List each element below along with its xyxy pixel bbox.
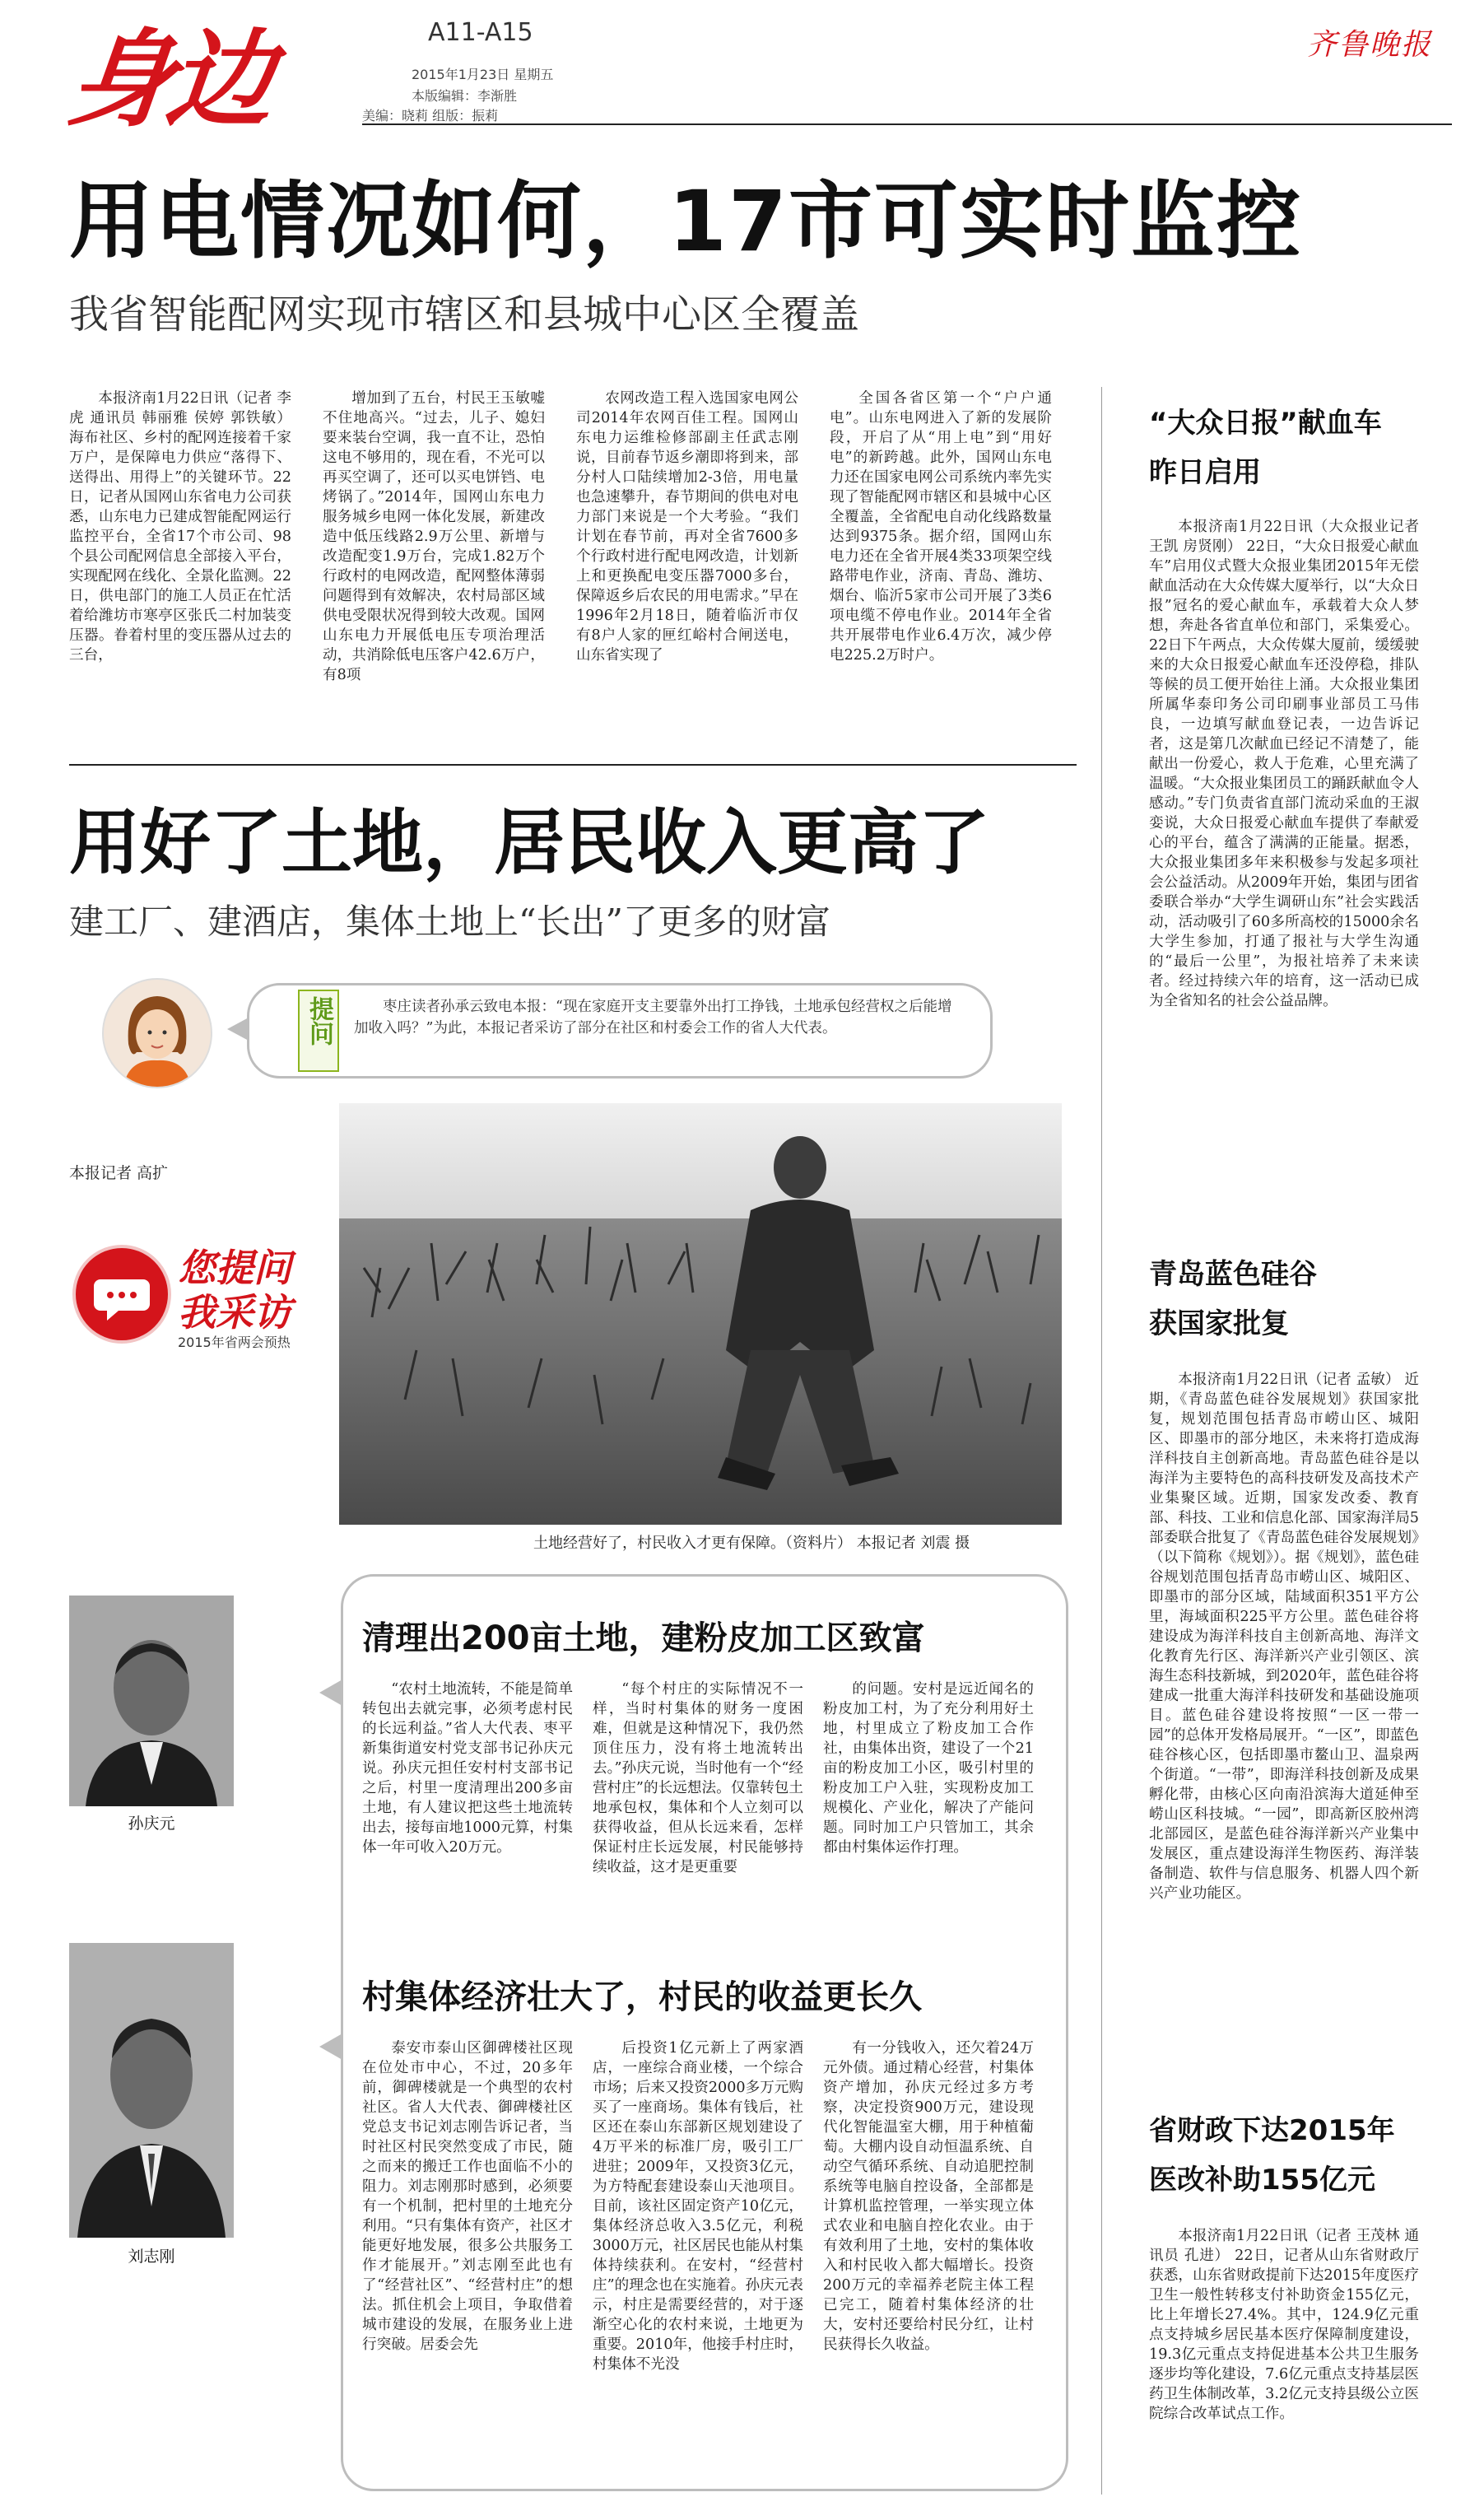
question-text: 枣庄读者孙承云致电本报：“现在家庭开支主要靠外出打工挣钱，土地承包经营权之后能增加收入吗？”为此，本报记者采访了部分在社区和村委会工作的省人大代表。 [354,999,952,1037]
story1-headline: 用电情况如何，17市可实时监控 [69,173,1302,271]
badge-line-2: 我采访 [178,1290,291,1335]
story1-subhead: 我省智能配网实现市辖区和县城中心区全覆盖 [69,291,860,338]
reader-avatar [102,978,212,1088]
interview-bubble-tail-2 [319,2033,342,2060]
question-bubble-tail [227,1018,249,1041]
section1-column-1: “农村土地流转，不能是简单转包出去就完事，必须考虑村民的长远利益。”省人大代表、枣平新集街道安村党支部书记孙庆元说。孙庆元担任安村村支部书记之后，村里一度清理出200多亩土地，有人建议把这些土地流转出去，接每亩地1000元算，村集体一年可收入20万元。 [362,1681,573,1856]
portrait-sun-qingyuan [69,1596,234,1806]
farmland-photo [339,1103,1062,1525]
badge-line-1: 您提问 [178,1246,291,1290]
story2-reporter: 本报记者 高扩 [69,1164,169,1182]
section2-column-2: 后投资1亿元新上了两家酒店，一座综合商业楼，一个综合市场；后来又投资2000多万元购买了一座商场。集体有钱后，社区还在泰山东部新区规划建设了4万平米的标准厂房，吸引工厂进驻；2009年，又投资3亿元，为方特配套建设泰山天池项目。目前，该社区固定资产10亿元，集体经济总收入3.5亿元，利税3000万元，社区居民也能从村集体持续获利。在安村，“经营村庄”的理念也在实施着。孙庆元表示，村庄是需要经营的，对于逐渐空心化的农村来说，土地更为重要。2010年，他接手村庄时，村集体不光没 [593,2040,803,2373]
interview-bubble-tail-1 [319,1679,342,1706]
masthead-rule [362,123,1452,125]
sidebar-divider [1101,387,1102,2495]
section-logo: 身边 [63,19,273,142]
portrait-liu-zhigang [69,1943,234,2238]
badge-subtitle: 2015年省两会预热 [178,1335,291,1350]
sidebar-story1-title-2: 昨日启用 [1149,456,1261,489]
paper-name-logo: 齐鲁晚报 [1307,28,1433,62]
photo-caption: 土地经营好了，村民收入才更有保障。（资料片） 本报记者 刘震 摄 [533,1535,970,1552]
sidebar-story2-title-1: 青岛蓝色硅谷 [1149,1258,1317,1291]
sidebar-story3-title-1: 省财政下达2015年 [1149,2114,1395,2147]
masthead-date: 2015年1月23日 星期五 [412,67,554,82]
ask-interview-badge [72,1235,336,1358]
sidebar-story1-title-1: “大众日报”献血车 [1149,407,1382,440]
story1-column-1: 本报济南1月22日讯（记者 李虎 通讯员 韩丽雅 侯婷 郭铁敏） 海布社区、乡村的配网连接着千家万户，是保障电力供应“落得下、送得出、用得上”的关键环节。22日，记者从国网山东省电力公司获悉，山东电力已建成智能配网运行监控平台，全省17个市公司、98个县公司配网信息全部接入平台，实现配网在线化、全景化监测。22日，供电部门的施工人员正在忙活着给潍坊市寒亭区张氏二村加装变压器。眷着村里的变压器从过去的三台， [69,390,291,664]
story1-column-2: 增加到了五台，村民王玉敏嘘不住地高兴。“过去，儿子、媳妇要来装台空调，我一直不让，恐怕这电不够用的，现在看，不光可以再买空调了，还可以买电饼铛、电烤锅了。”2014年，国网山东电力服务城乡电网一体化发展，新建改造中低压线路2.9万公里、新增与改造配变1.9万台，完成1.82万个行政村的电网改造，配网整体薄弱问题得到有效解决，农村局部区域供电受限状况得到较大改观。国网山东电力开展低电压专项治理活动，共消除低电压客户42.6万户，有8项 [323,390,545,683]
portrait-name-2: 刘志刚 [128,2248,175,2266]
sidebar-story3-body: 本报济南1月22日讯（记者 王茂林 通讯员 孔进） 22日，记者从山东省财政厅获悉，山东省财政提前下达2015年度医疗卫生一般性转移支付补助资金155亿元，比上年增长27.4%。其中，124.9亿元重点支持城乡居民基本医疗保障制度建设，19.3亿元重点支持促进基本公共卫生服务逐步均等化建设，7.6亿元重点支持基层医药卫生体制改革，3.2亿元支持县级公立医院综合改革试点工作。 [1149,2228,1419,2422]
sidebar-story2-body: 本报济南1月22日讯（记者 孟敏） 近期，《青岛蓝色硅谷发展规划》获国家批复，规划范围包括青岛市崂山区、城阳区、即墨市的部分地区，未来将打造成海洋科技自主创新高地。青岛蓝色硅谷是以海洋为主要特色的高科技研发及高技术产业集聚区域。近期，国家发改委、教育部、科技、工业和信息化部、国家海洋局5部委联合批复了《青岛蓝色硅谷发展规划》（以下简称《规划》）。据《规划》，蓝色硅谷规划范围包括青岛市崂山区、城阳区、即墨市的部分区域，陆域面积351平方公里，海域面积225平方公里。蓝色硅谷将建设成为海洋科技自主创新高地、海洋文化教育先行区、海洋新兴产业引领区、滨海生态科技新城，到2020年，蓝色硅谷将建成一批重大海洋科技研发和基础设施项目。蓝色硅谷建设将按照“一区一带一园”的总体开发格局展开。“一区”，即蓝色硅谷核心区，包括即墨市鳌山卫、温泉两个街道。“一带”，即海洋科技创新及成果孵化带，由核心区向南沿滨海大道延伸至崂山区科技城。“一园”，即高新区胶州湾北部园区，是蓝色硅谷海洋新兴产业集中发展区，重点建设海洋生物医药、海洋装备制造、软件与信息服务、机器人四个新兴产业功能区。 [1149,1372,1419,1902]
story1-bottom-rule [69,764,1077,766]
page-range: A11-A15 [428,18,533,47]
chat-bubble-icon [72,1245,171,1344]
story1-column-4: 全国各省区第一个“户户通电”。山东电网进入了新的发展阶段，开启了从“用上电”到“用好电”的新跨越。此外，国网山东电力还在国家电网公司系统内率先实现了智能配网市辖区和县城中心区全覆盖，全省配电自动化线路数量达到9375条。据介绍，国网山东电力还在全省开展4类33项架空线路带电作业，济南、青岛、潍坊、烟台、临沂5家市公司开展了3类6项电缆不停电作业。2014年全省共开展带电作业6.4万次，减少停电225.2万时户。 [830,390,1052,664]
section1-title: 清理出200亩土地，建粉皮加工区致富 [362,1619,925,1657]
section2-column-1: 泰安市泰山区御碑楼社区现在位处市中心，不过，20多年前，御碑楼就是一个典型的农村社区。省人大代表、御碑楼社区党总支书记刘志刚告诉记者，当时社区村民突然变成了市民，随之而来的搬迁工作也面临不小的阻力。刘志刚那时感到，必须要有一个机制，把村里的土地充分利用。“只有集体有资产，社区才能更好地发展，很多公共服务工作才能展开。”刘志刚至此也有了“经营社区”、“经营村庄”的想法。抓住机会上项目，争取借着城市建设的发展，在服务业上进行突破。居委会先 [362,2040,573,2353]
question-tag: 提问 [298,990,339,1072]
sidebar-story1-body: 本报济南1月22日讯（大众报业记者 王凯 房贤刚） 22日，“大众日报爱心献血车”启用仪式暨大众报业集团2015年无偿献血活动在大众传媒大厦举行，以“大众日报”冠名的爱心献血车，承载着大众人梦想，奔赴各省直单位和部门，采集爱心。22日下午两点，大众传媒大厦前，缓缓驶来的大众日报爱心献血车还没停稳，排队等候的员工便开始往上涌。大众报业集团所属华泰印务公司印刷事业部员工马伟良，一边填写献血登记表，一边告诉记者，这是第几次献血已经记不清楚了，能献出一份爱心，救人于危难，心里充满了温暖。“大众报业集团员工的踊跃献血令人感动。”专门负责省直部门流动采血的王淑娈说，大众日报爱心献血车提供了奉献爱心的平台，蕴含了满满的正能量。据悉，大众报业集团多年来积极参与发起多项社会公益活动。从2009年开始，集团与团省委联合举办“大学生调研山东”社会实践活动，活动吸引了60多所高校的15000余名大学生参加，打通了报社与大学生沟通的“最后一公里”，为报社培养了未来读者。经过持续六年的培育，这一活动已成为全省知名的社会公益品牌。 [1149,519,1419,1009]
masthead-editor: 本版编辑：李渐胜 [412,88,518,104]
story2-subhead: 建工厂、建酒店，集体土地上“长出”了更多的财富 [69,901,830,942]
story1-column-3: 农网改造工程入选国家电网公司2014年农网百佳工程。国网山东电力运维检修部副主任武志刚说，目前春节返乡潮即将到来，部分村人口陆续增加2-3倍，用电量也急速攀升，春节期间的供电对电力部门来说是一个大考验。“我们计划在春节前，再对全省7600多个行政村进行配电网改造，计划新上和更换配电变压器7000多台，保障返乡后农民的用电需求。”早在1996年2月18日，随着临沂市仅有8户人家的匣红峪村合闸送电，山东省实现了 [576,390,798,664]
sidebar-story2-title-2: 获国家批复 [1149,1307,1289,1340]
masthead-art: 美编：晓莉 组版：振莉 [362,108,499,123]
portrait-name-1: 孙庆元 [128,1815,175,1833]
reader-avatar-illustration [104,980,211,1087]
section1-column-2: “每个村庄的实际情况不一样，当时村集体的财务一度困难，但就是这种情况下，我仍然顶住压力，没有将土地流转出去。”孙庆元说，当时他有一个“经营村庄”的长远想法。仅靠转包土地承包权，集体和个人立刻可以获得收益，但从长远来看，怎样保证村庄长远发展，村民能够持续收益，这才是更重要 [593,1681,803,1875]
section2-title: 村集体经济壮大了，村民的收益更长久 [362,1978,922,2016]
section1-column-3: 的问题。安村是远近闻名的粉皮加工村，为了充分利用好土地，村里成立了粉皮加工合作社，由集体出资，建设了一个21亩的粉皮加工小区，吸引村里的粉皮加工户入驻，实现粉皮加工规模化、产业化，解决了产能问题。同时加工户只管加工，其余都由村集体运作打理。 [823,1681,1034,1856]
story2-headline: 用好了土地，居民收入更高了 [69,802,989,884]
section2-column-3: 有一分钱收入，还欠着24万元外债。通过精心经营，村集体资产增加，孙庆元经过多方考察，决定投资900万元，建设现代化智能温室大棚，用于种植葡萄。大棚内设自动恒温系统、自动空气循环系统、自动追肥控制系统等电脑自控设备，全部都是计算机监控管理，一举实现立体式农业和电脑自控化农业。由于有效利用了土地，安村的集体收入和村民收入都大幅增长。投资200万元的幸福养老院主体工程已完工，随着村集体经济的壮大，安村还要给村民分红，让村民获得长久收益。 [823,2040,1034,2353]
sidebar-story3-title-2: 医改补助155亿元 [1149,2164,1375,2197]
